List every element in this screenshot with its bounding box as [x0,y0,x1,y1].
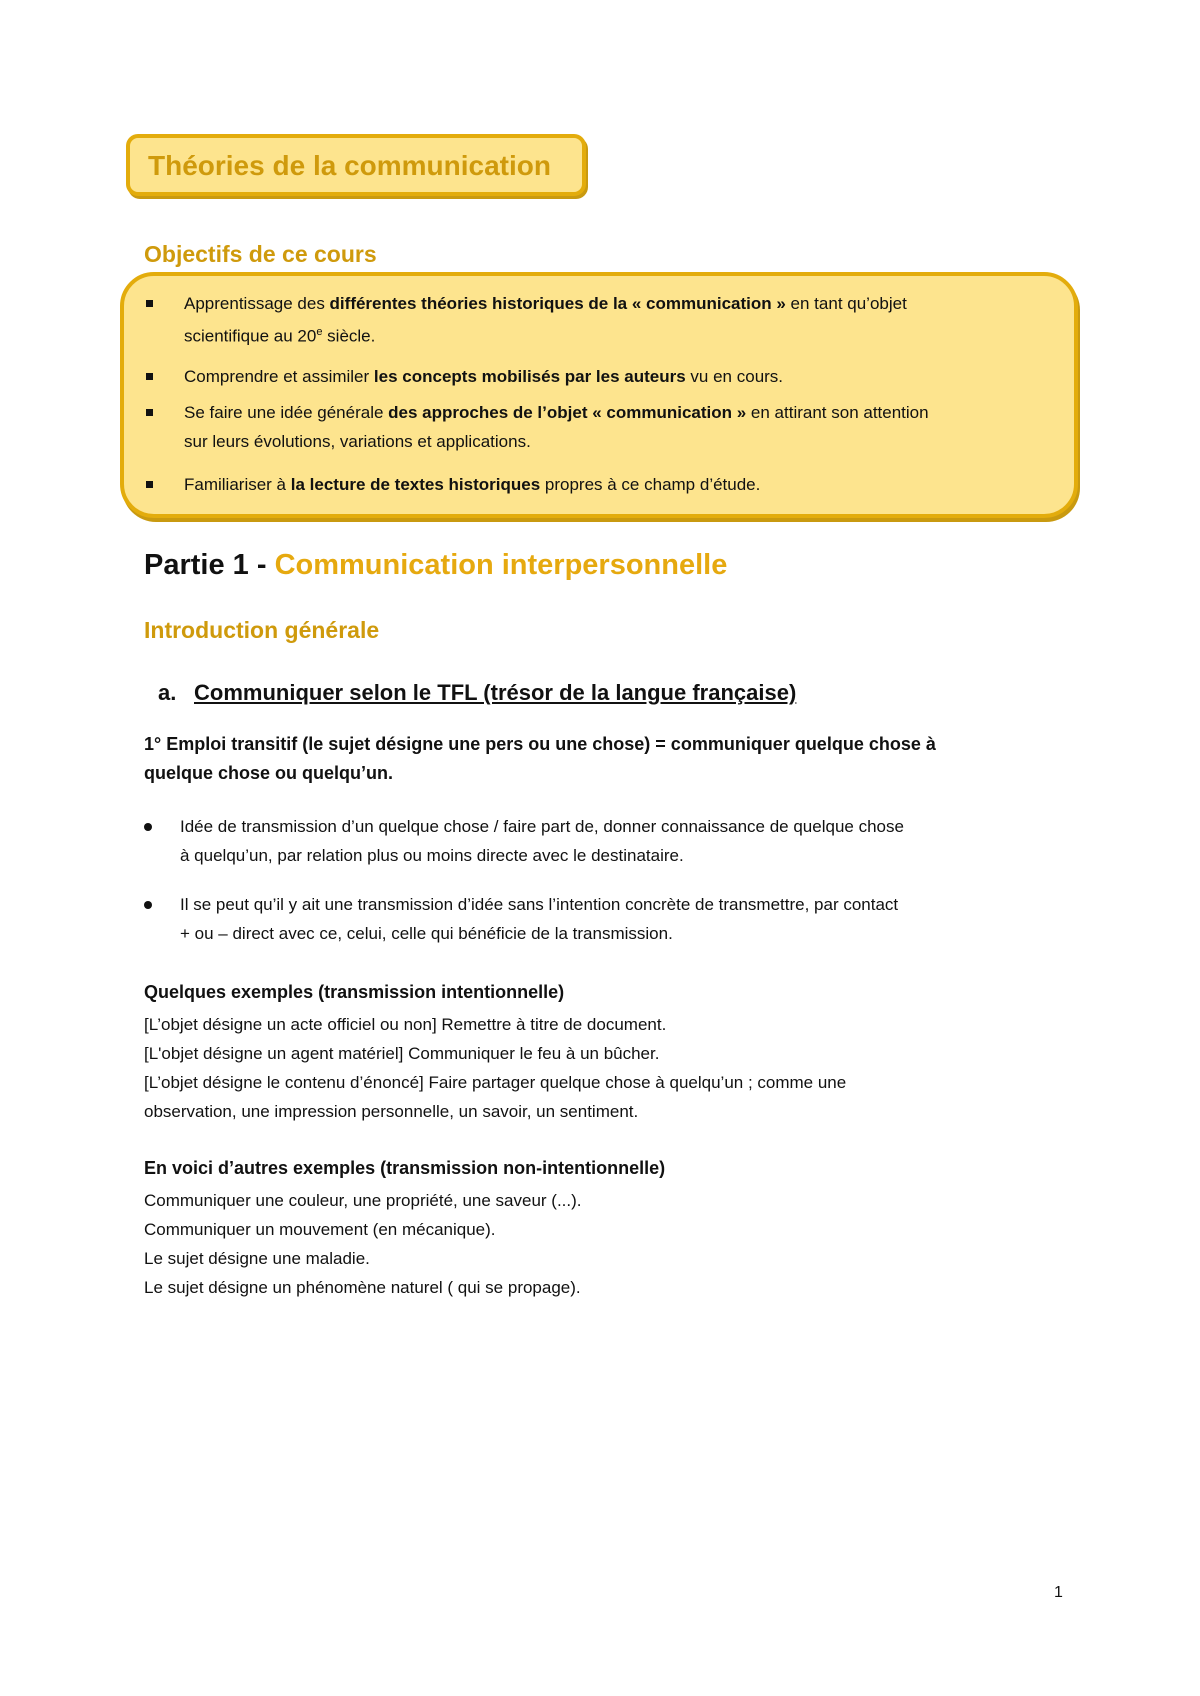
bullet-item-1: Idée de transmission d’un quelque chose / faire part de, donner connaissance de quelque chose à quelqu’un, par relation plus ou moins directe avec le destinataire. [144,812,1064,870]
square-bullet-icon [146,373,153,380]
example-line: Le sujet désigne une maladie. [144,1249,370,1268]
objective-item-2: Comprendre et assimiler les concepts mobilisés par les auteurs vu en cours. [124,362,1044,391]
square-bullet-icon [146,409,153,416]
square-bullet-icon [146,300,153,307]
page-number: 1 [1054,1584,1063,1601]
example-line: observation, une impression personnelle, un savoir, un sentiment. [144,1102,639,1121]
objective-item-1: Apprentissage des différentes théories historiques de la « communication » en tant qu’objet scientifique au 20e siècle. [124,289,1044,351]
title-box [126,134,586,196]
round-bullet-icon [144,823,152,831]
intro-heading: Introduction générale [144,617,380,643]
example-line: Le sujet désigne un phénomène naturel ( qui se propage). [144,1278,581,1297]
square-bullet-icon [146,481,153,488]
section-a-heading [158,680,796,706]
round-bullet-icon [144,901,152,909]
example-line: Communiquer une couleur, une propriété, une saveur (...). [144,1191,582,1210]
example-line: [L'objet désigne un agent matériel] Communiquer le feu à un bûcher. [144,1044,660,1063]
part-title: Communication interpersonnelle [274,549,728,581]
objective-item-3: Se faire une idée générale des approches de l’objet « communication » en attirant son attention sur leurs évolutions, variations et applications. [124,398,1044,456]
part-heading [144,549,727,582]
section-letter: a. [158,680,177,705]
example-line: [L’objet désigne le contenu d’énoncé] Faire partager quelque chose à quelqu’un ; comme une [144,1073,847,1092]
section-title: Communiquer selon le TFL (trésor de la langue française) [194,680,797,705]
example-line: Communiquer un mouvement (en mécanique). [144,1220,496,1239]
emploi-definition: 1° Emploi transitif (le sujet désigne une pers ou une chose) = communiquer quelque chose à quelque chose ou quelqu’un. [144,734,936,783]
bullet-item-2: Il se peut qu’il y ait une transmission d’idée sans l’intention concrète de transmettre, par contact + ou – direct avec ce, celui, celle qui bénéficie de la transmission. [144,890,1064,948]
examples-non-intentional-heading: En voici d’autres exemples (transmission non-intentionnelle) [144,1158,666,1178]
example-line: [L’objet désigne un acte officiel ou non] Remettre à titre de document. [144,1015,667,1034]
document-title: Théories de la communication [148,150,551,181]
objective-item-4: Familiariser à la lecture de textes historiques propres à ce champ d’étude. [124,470,1044,499]
part-label: Partie 1 - [144,549,275,581]
objectives-box [120,272,1078,518]
examples-intentional-heading: Quelques exemples (transmission intentionnelle) [144,982,565,1002]
objectives-heading: Objectifs de ce cours [144,241,377,267]
